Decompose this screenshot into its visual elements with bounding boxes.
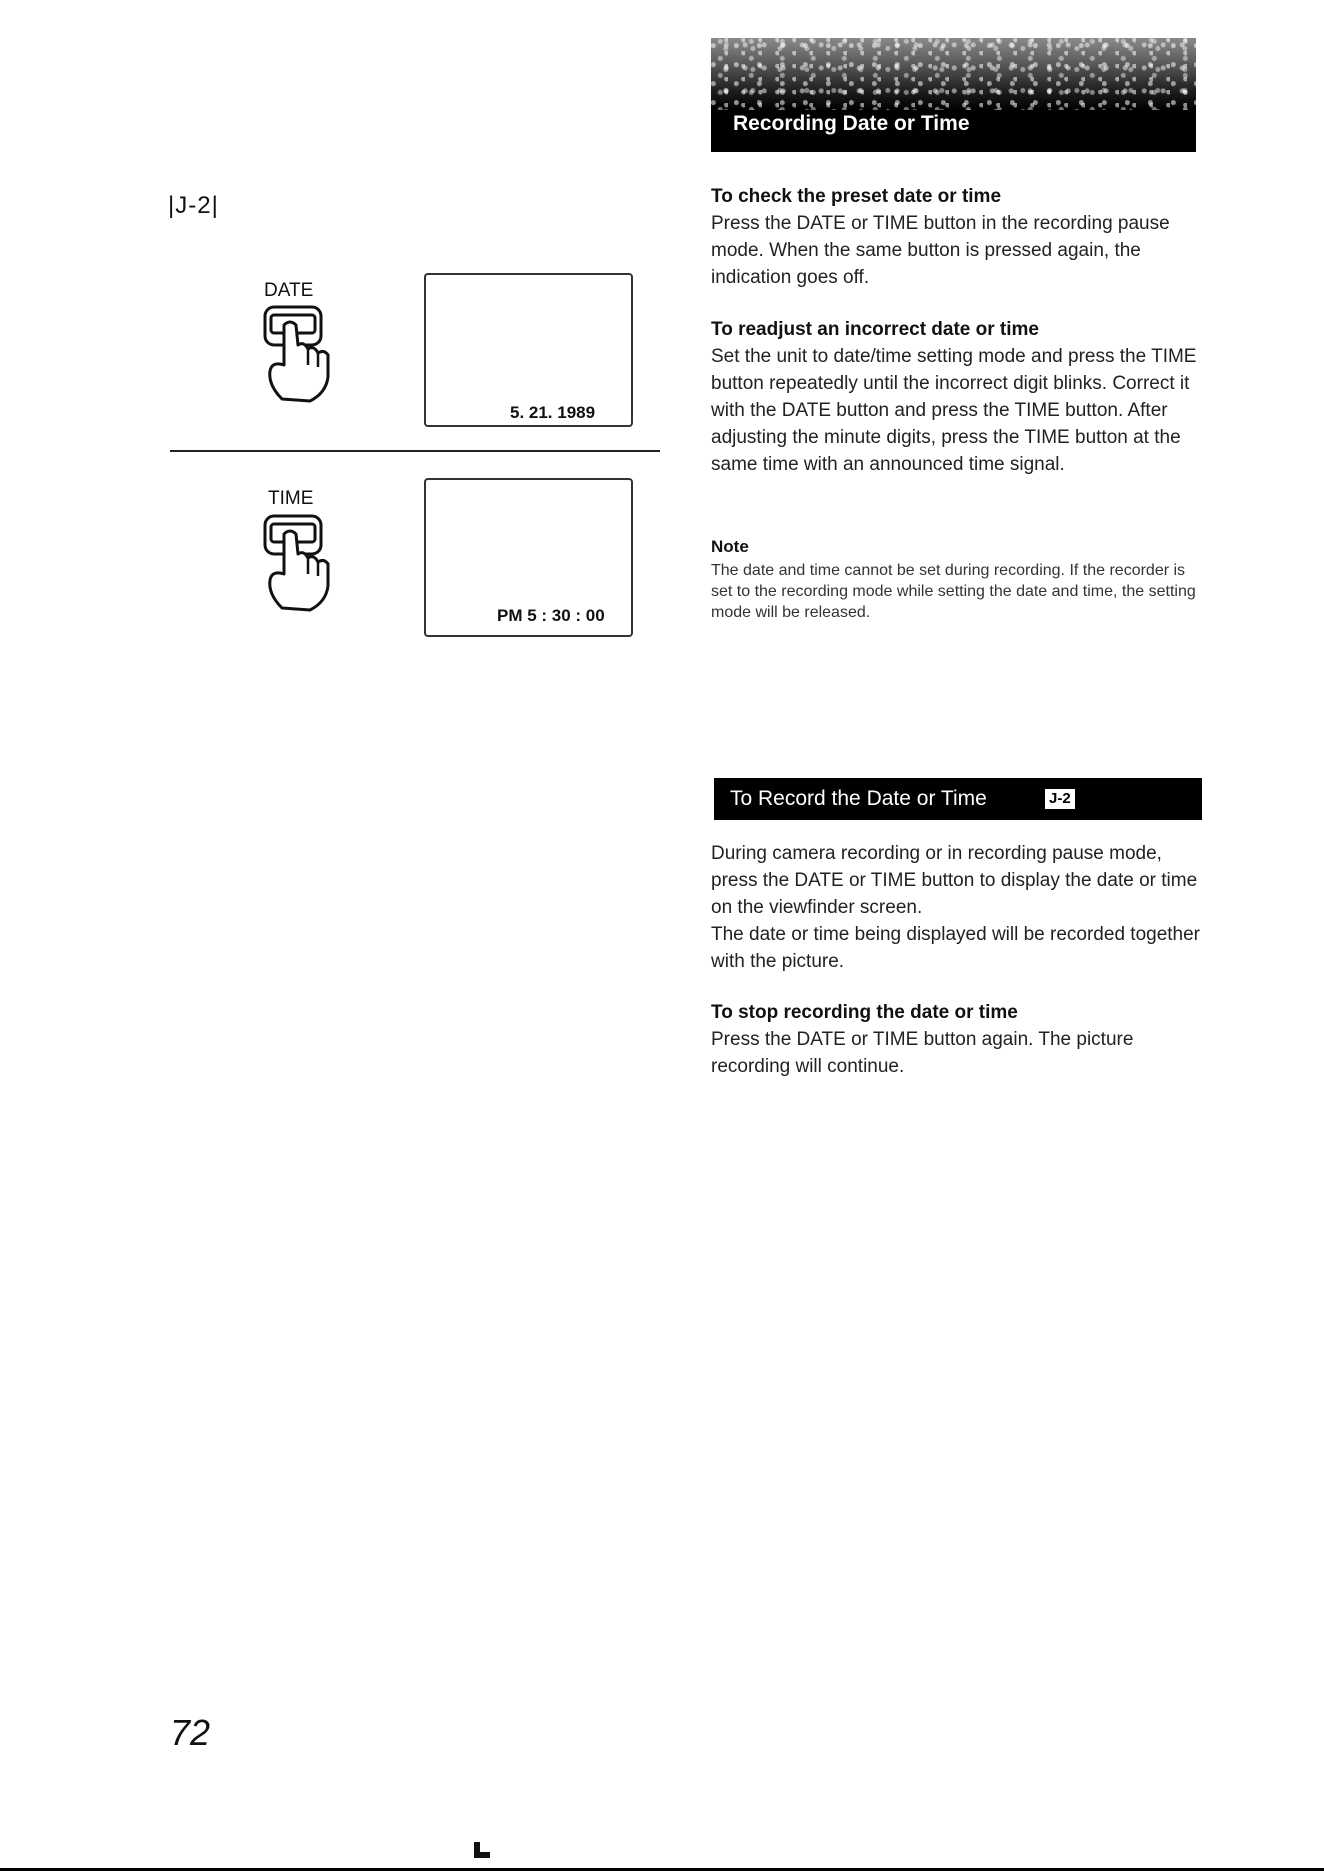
stop-recording-heading: To stop recording the date or time — [711, 1002, 1018, 1023]
readjust-section — [711, 317, 1201, 478]
figure-reference-label: |J-2| — [168, 192, 219, 219]
date-button-label: DATE — [264, 280, 314, 301]
bottom-rule — [0, 1868, 1324, 1871]
viewfinder-date-text: 5. 21. 1989 — [510, 403, 596, 422]
record-body-paragraph-1: During camera recording or in recording pause mode, press the DATE or TIME button to display the date or time on the viewfinder screen. — [711, 843, 1198, 918]
scan-mark-icon — [470, 1840, 494, 1860]
readjust-heading: To readjust an incorrect date or time — [711, 319, 1040, 340]
note-section — [711, 534, 1201, 623]
check-preset-section — [711, 184, 1201, 291]
readjust-body: Set the unit to date/time setting mode and press the TIME button repeatedly until the incorrect digit blinks. Correct it with the DATE button and press the TIME button. After adjusting the minute digits, press the TIME button at the same time with an announced time signal. — [711, 346, 1197, 475]
note-heading: Note — [711, 537, 749, 556]
stop-recording-section — [711, 1000, 1201, 1080]
hand-pressing-button-icon — [262, 512, 334, 616]
check-preset-heading: To check the preset date or time — [711, 186, 1002, 207]
stop-recording-body: Press the DATE or TIME button again. The picture recording will continue. — [711, 1029, 1134, 1077]
figure-ref-badge: J-2 — [1045, 789, 1075, 809]
record-section-title-bar — [714, 778, 1202, 820]
banner-texture — [711, 38, 1196, 110]
section-header-banner — [711, 38, 1196, 152]
figure-divider — [170, 450, 660, 452]
time-button-label: TIME — [268, 488, 314, 509]
viewfinder-time-text: PM 5 : 30 : 00 — [497, 606, 605, 625]
record-body-paragraph-2: The date or time being displayed will be recorded together with the picture. — [711, 924, 1201, 972]
page-number: 72 — [170, 1712, 211, 1753]
record-section-body — [711, 840, 1201, 975]
record-section-title: To Record the Date or Time — [730, 787, 987, 810]
check-preset-body: Press the DATE or TIME button in the recording pause mode. When the same button is pressed again, the indication goes off. — [711, 213, 1170, 288]
note-body: The date and time cannot be set during recording. If the recorder is set to the recording mode while setting the date and time, the setting mode will be released. — [711, 562, 1196, 621]
hand-pressing-button-icon — [262, 303, 334, 407]
banner-title: Recording Date or Time — [733, 112, 970, 135]
